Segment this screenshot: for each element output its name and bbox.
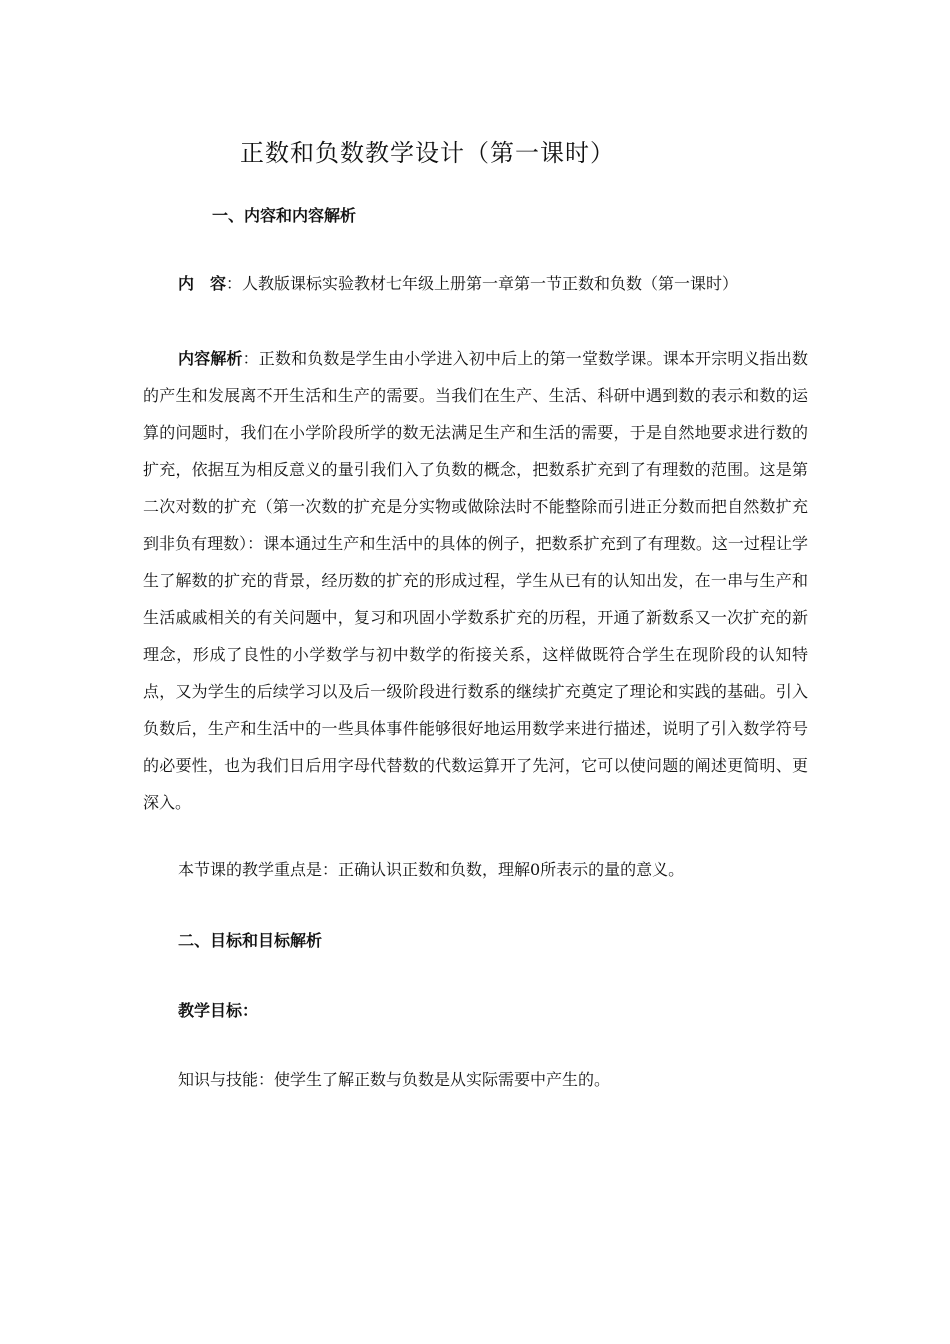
content-text: ：人教版课标实验教材七年级上册第一章第一节正数和负数（第一课时） bbox=[226, 274, 739, 293]
section-heading-goals: 二、目标和目标解析 bbox=[178, 931, 323, 950]
content-label: 内 容 bbox=[178, 274, 227, 293]
teaching-goals-label: 教学目标： bbox=[178, 1001, 259, 1020]
knowledge-skill-paragraph: 知识与技能：使学生了解正数与负数是从实际需要中产生的。 bbox=[178, 1070, 611, 1089]
analysis-text: ：正数和负数是学生由小学进入初中后上的第一堂数学课。课本开宗明义指出数的产生和发展离不开生活和生产的需要。当我们在生产、生活、科研中遇到数的表示和数的运算的问题时，我们在小学阶段所学的数无法满足生产和生活的需要，于是自然地要求进行数的扩充，依据互为相反意义的量引我们入了负数的概念，把数系扩充到了有理数的范围。这是第二次对数的扩充（第一次数的扩充是分实物或做除法时不能整除而引进正分数而把自然数扩充到非负有理数）：课本通过生产和生活中的具体的例子，把数系扩充到了有理数。这一过程让学生了解数的扩充的背景，经历数的扩充的形成过程，学生从已有的认知出发，在一串与生产和生活戚戚相关的有关问题中，复习和巩固小学数系扩充的历程，开通了新数系又一次扩充的新理念，形成了良性的小学数学与初中数学的衔接关系，这样做既符合学生在现阶段的认知特点，又为学生的后续学习以及后一级阶段进行数系的继续扩充奠定了理论和实践的基础。引入负数后，生产和生活中的一些具体事件能够很好地运用数学来进行描述，说明了引入数学符号的必要性，也为我们日后用字母代替数的代数运算开了先河，它可以使问题的阐述更简明、更深入。 bbox=[143, 349, 808, 812]
analysis-label: 内容解析 bbox=[178, 349, 243, 368]
content-analysis-paragraph bbox=[143, 340, 808, 821]
document-title: 正数和负数教学设计（第一课时） bbox=[240, 139, 615, 167]
section-heading-content: 一、内容和内容解析 bbox=[212, 206, 357, 225]
teaching-focus-paragraph: 本节课的教学重点是：正确认识正数和负数，理解0所表示的量的意义。 bbox=[178, 860, 685, 879]
content-paragraph bbox=[178, 271, 738, 294]
